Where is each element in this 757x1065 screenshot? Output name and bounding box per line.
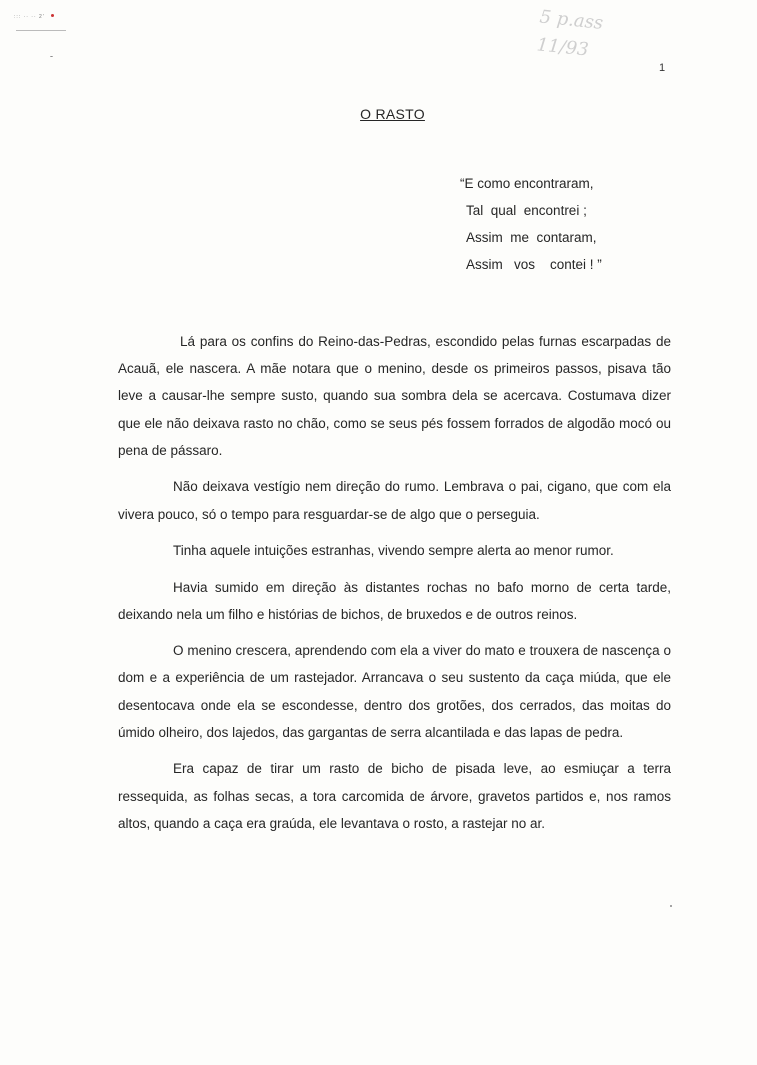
scan-speck: [50, 56, 53, 57]
epigraph-line: “E como encontraram,: [460, 176, 594, 191]
page-number: 1: [659, 62, 666, 74]
scan-line: [16, 30, 66, 31]
handwritten-annotation: [535, 3, 630, 68]
epigraph-line: Assim vos contei ! ”: [466, 257, 602, 272]
red-dot-mark: [51, 14, 54, 17]
paragraph: Tinha aquele intuições estranhas, vivendo sempre alerta ao menor rumor.: [173, 543, 614, 559]
document-title: O RASTO: [360, 106, 425, 122]
scan-marks-text: ::: ·· ·· 2': [14, 14, 45, 20]
scan-speck: [670, 905, 672, 907]
paragraph: Não deixava vestígio nem direção do rumo. Lembrava o pai, cigano, que com ela vivera pouco, só o tempo para resguardar-se de algo que o perseguia.: [118, 479, 671, 522]
scan-marks: [14, 14, 54, 20]
handwritten-annotation-text: 5 p.ass 11/93: [535, 6, 605, 61]
epigraph: [460, 170, 602, 278]
body-text: [118, 328, 671, 846]
epigraph-line: Assim me contaram,: [466, 230, 597, 245]
epigraph-line: Tal qual encontrei ;: [466, 203, 587, 218]
paragraph: Era capaz de tirar um rasto de bicho de pisada leve, ao esmiuçar a terra ressequida, as folhas secas, a tora carcomida de árvore, gravetos partidos e, nos ramos altos, quando a caça era graúda, ele levantava o rosto, a rastejar no ar.: [118, 761, 671, 831]
paragraph: Lá para os confins do Reino-das-Pedras, escondido pelas furnas escarpadas de Acauã, ele nascera. A mãe notara que o menino, desde os primeiros passos, pisava tão leve a causar-lhe sempre susto, quando sua sombra dela se acercava. Costumava dizer que ele não deixava rasto no chão, como se seus pés fossem forrados de algodão mocó ou pena de pássaro.: [118, 334, 671, 458]
paragraph: O menino crescera, aprendendo com ela a viver do mato e trouxera de nascença o dom e a experiência de um rastejador. Arrancava o seu sustento da caça miúda, que ele desentocava onde ela se escondesse, dentro dos grotões, dos cerrados, das moitas do úmido olheiro, dos lajedos, das gargantas de serra alcantilada e das lapas de pedra.: [118, 643, 671, 740]
paragraph: Havia sumido em direção às distantes rochas no bafo morno de certa tarde, deixando nela um filho e histórias de bichos, de bruxedos e de outros reinos.: [118, 579, 671, 622]
